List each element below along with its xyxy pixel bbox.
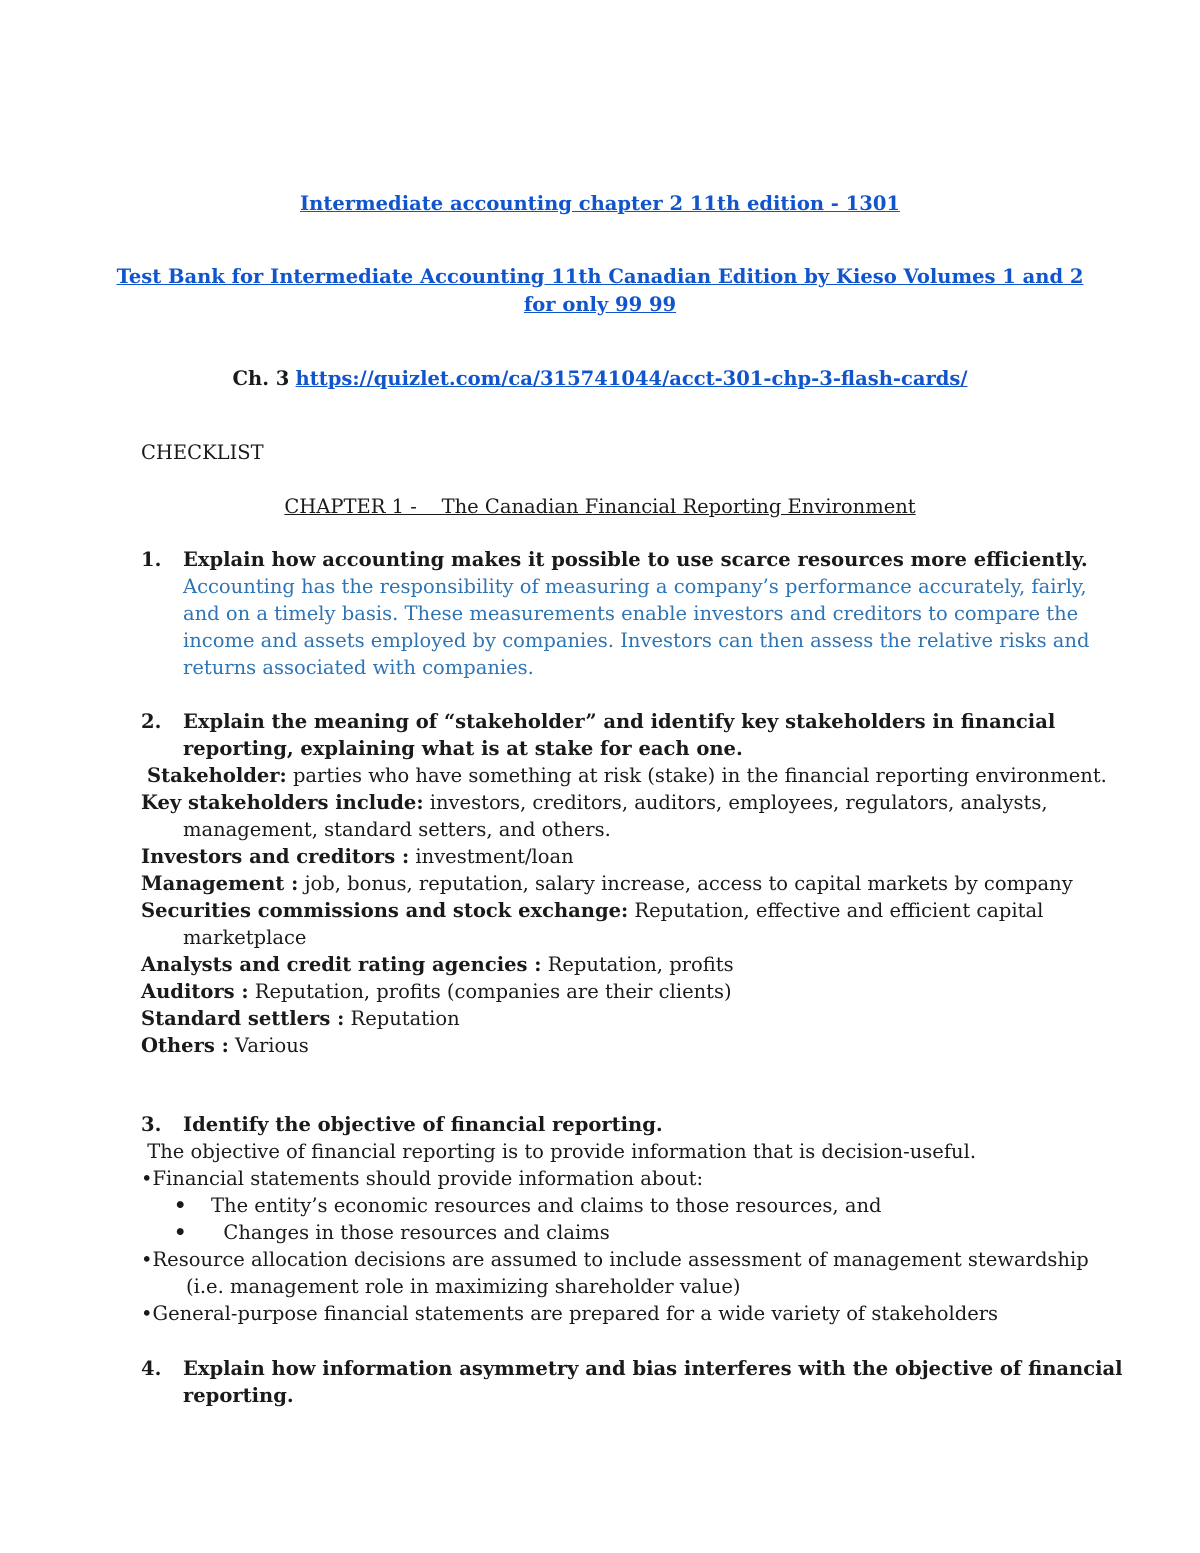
investors-label: Investors and creditors : [141,845,410,868]
header-link-2-row-2 [0,291,1200,318]
management-row [141,870,1073,897]
analysts-text: Reputation, profits [541,953,734,976]
stakeholder-definition [147,762,1107,789]
securities-text: Reputation, effective and efficient capital [628,899,1044,922]
chapter-heading: CHAPTER 1 - The Canadian Financial Reporting Environment [284,495,916,518]
management-label: Management : [141,872,299,895]
others-row [141,1032,309,1059]
q1-answer-line-4: returns associated with companies. [183,656,534,679]
others-label: Others : [141,1034,229,1057]
quizlet-link[interactable]: https://quizlet.com/ca/315741044/acct-301-chp-3-flash-cards/ [295,367,968,390]
auditors-label: Auditors : [141,980,249,1003]
securities-continuation: marketplace [183,926,307,949]
standard-settlers-label: Standard settlers : [141,1007,345,1030]
investors-text: investment/loan [409,845,574,868]
header-link-2-row-1 [0,263,1200,290]
header-link-1-row [0,190,1200,217]
bullet-icon: • [174,1221,187,1244]
q3-line-2: •Financial statements should provide information about: [141,1167,704,1190]
standard-settlers-text: Reputation [344,1007,460,1030]
q3-bullet-2: Changes in those resources and claims [211,1221,610,1244]
ch3-label: Ch. 3 [232,367,290,390]
key-stakeholders-row [141,789,1048,816]
stakeholder-text: parties who have something at risk (stake) in the financial reporting environment. [286,764,1107,787]
ch3-row [0,365,1200,392]
key-stakeholders-continuation: management, standard setters, and others. [183,818,611,841]
q1-answer-line-3: income and assets employed by companies. Investors can then assess the relative risks and [183,629,1090,652]
test-bank-link-line-2[interactable]: for only 99 99 [523,293,677,316]
q4-title-line-2: reporting. [183,1384,294,1407]
auditors-text: Reputation, profits (companies are their clients) [248,980,732,1003]
q2-number: 2. [141,710,162,733]
q3-bullet-1: The entity’s economic resources and claims to those resources, and [211,1194,882,1217]
checklist-title: CHECKLIST [141,441,264,464]
auditors-row [141,978,732,1005]
q1-answer-line-1: Accounting has the responsibility of measuring a company’s performance accurately, fairly, [183,575,1087,598]
bullet-icon: • [174,1194,187,1217]
q1-number: 1. [141,548,162,571]
test-bank-link-line-1[interactable]: Test Bank for Intermediate Accounting 11th Canadian Edition by Kieso Volumes 1 and 2 [116,265,1084,288]
q3-line-5: •General-purpose financial statements are prepared for a wide variety of stakeholders [141,1302,999,1325]
q1-title: Explain how accounting makes it possible to use scarce resources more efficiently. [183,548,1088,571]
q4-number: 4. [141,1357,162,1380]
standard-settlers-row [141,1005,460,1032]
q1-answer-line-2: and on a timely basis. These measurements enable investors and creditors to compare the [183,602,1079,625]
key-stakeholders-label: Key stakeholders include: [141,791,424,814]
q2-title-line-2: reporting, explaining what is at stake for each one. [183,737,743,760]
q3-line-3: •Resource allocation decisions are assumed to include assessment of management stewardship [141,1248,1089,1271]
key-stakeholders-text: investors, creditors, auditors, employees, regulators, analysts, [423,791,1048,814]
investors-row [141,843,574,870]
q3-line-4: (i.e. management role in maximizing shareholder value) [186,1275,741,1298]
analysts-row [141,951,734,978]
securities-row [141,897,1043,924]
q3-title: Identify the objective of financial reporting. [183,1113,663,1136]
q4-title-line-1: Explain how information asymmetry and bias interferes with the objective of financial [183,1357,1123,1380]
stakeholder-label: Stakeholder: [147,764,287,787]
others-text: Various [228,1034,309,1057]
q3-line-1: The objective of financial reporting is to provide information that is decision-useful. [141,1140,977,1163]
q2-title-line-1: Explain the meaning of “stakeholder” and identify key stakeholders in financial [183,710,1056,733]
q3-number: 3. [141,1113,162,1136]
intermediate-accounting-link[interactable]: Intermediate accounting chapter 2 11th edition - 1301 [300,192,900,215]
securities-label: Securities commissions and stock exchange: [141,899,629,922]
management-text: job, bonus, reputation, salary increase, access to capital markets by company [298,872,1073,895]
analysts-label: Analysts and credit rating agencies : [141,953,542,976]
